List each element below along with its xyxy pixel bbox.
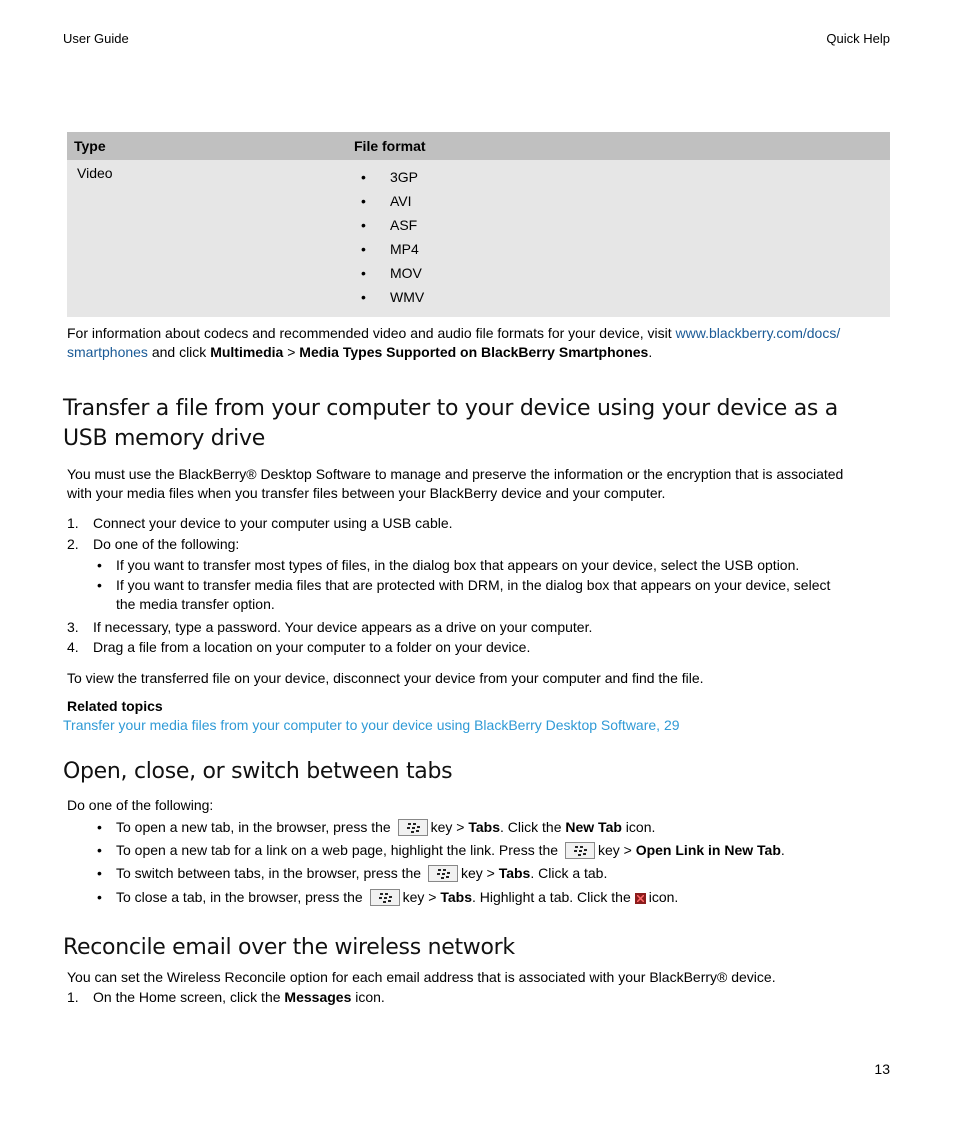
list-item: • 3GP — [370, 165, 880, 189]
blackberry-menu-key-icon — [565, 842, 595, 859]
cell-type: Video — [67, 160, 347, 317]
view-transferred-file-paragraph: To view the transferred file on your device, disconnect your device from your computer and find the file. — [67, 670, 704, 686]
page-number: 13 — [874, 1061, 890, 1077]
tabs-bullet-close: • To close a tab, in the browser, press the key > Tabs. Highlight a tab. Click the icon. — [97, 889, 679, 905]
running-header-left: User Guide — [63, 31, 129, 46]
step-1: 1. Connect your device to your computer using a USB cable. — [67, 515, 453, 531]
close-tab-icon — [635, 893, 646, 904]
file-format-table — [67, 132, 890, 317]
list-item: • MOV — [370, 261, 880, 285]
blackberry-menu-key-icon — [398, 819, 428, 836]
column-header-type: Type — [67, 132, 347, 160]
step-4: 4. Drag a file from a location on your computer to a folder on your device. — [67, 639, 531, 655]
transfer-intro-paragraph: You must use the BlackBerry® Desktop Software to manage and preserve the information or the encryption that is associated with your media files when you transfer files between your BlackBerry device and your computer. — [67, 466, 844, 501]
section-title-transfer-file: Transfer a file from your computer to your device using your device as a USB memory drive — [63, 396, 838, 451]
blackberry-menu-key-icon — [428, 865, 458, 882]
section-title-reconcile-email: Reconcile email over the wireless network — [63, 935, 515, 960]
cell-formats — [347, 160, 890, 317]
codec-info-paragraph: For information about codecs and recommended video and audio file formats for your device, visit www.blackberry.com/docs/ smartphones and click Multimedia > Media Types Supported on BlackBerry Smartphones. — [67, 325, 841, 360]
section-title-tabs: Open, close, or switch between tabs — [63, 759, 453, 784]
blackberry-menu-key-icon — [370, 889, 400, 906]
tabs-bullet-open: • To open a new tab, in the browser, press the key > Tabs. Click the New Tab icon. — [97, 819, 656, 835]
related-topics-label: Related topics — [67, 698, 163, 714]
tabs-bullet-open-link: • To open a new tab for a link on a web page, highlight the link. Press the key > Open Link in New Tab. — [97, 842, 785, 858]
blackberry-docs-link[interactable]: www.blackberry.com/docs/ — [675, 325, 841, 341]
reconcile-step-1: 1. On the Home screen, click the Messages icon. — [67, 989, 385, 1005]
table-row — [67, 160, 890, 317]
table-header-row — [67, 132, 890, 160]
list-item: • ASF — [370, 213, 880, 237]
reconcile-intro: You can set the Wireless Reconcile option for each email address that is associated with your BlackBerry® device. — [67, 969, 776, 985]
tabs-bullet-switch: • To switch between tabs, in the browser, press the key > Tabs. Click a tab. — [97, 865, 608, 881]
sub-bullet-usb: • If you want to transfer most types of files, in the dialog box that appears on your device, select the USB option. — [97, 557, 800, 573]
related-topic-link[interactable]: Transfer your media files from your computer to your device using BlackBerry Desktop Software, 29 — [63, 717, 680, 733]
format-list — [357, 165, 880, 309]
step-3: 3. If necessary, type a password. Your device appears as a drive on your computer. — [67, 619, 593, 635]
list-item: • MP4 — [370, 237, 880, 261]
list-item: • WMV — [370, 285, 880, 309]
blackberry-docs-link-cont[interactable]: smartphones — [67, 344, 148, 360]
sub-bullet-drm: • If you want to transfer media files that are protected with DRM, in the dialog box that appears on your device, select the media transfer option. — [97, 577, 831, 612]
running-header-right: Quick Help — [826, 31, 890, 46]
column-header-file-format: File format — [347, 132, 890, 160]
tabs-intro: Do one of the following: — [67, 797, 214, 813]
step-2: 2. Do one of the following: — [67, 536, 240, 552]
list-item: • AVI — [370, 189, 880, 213]
